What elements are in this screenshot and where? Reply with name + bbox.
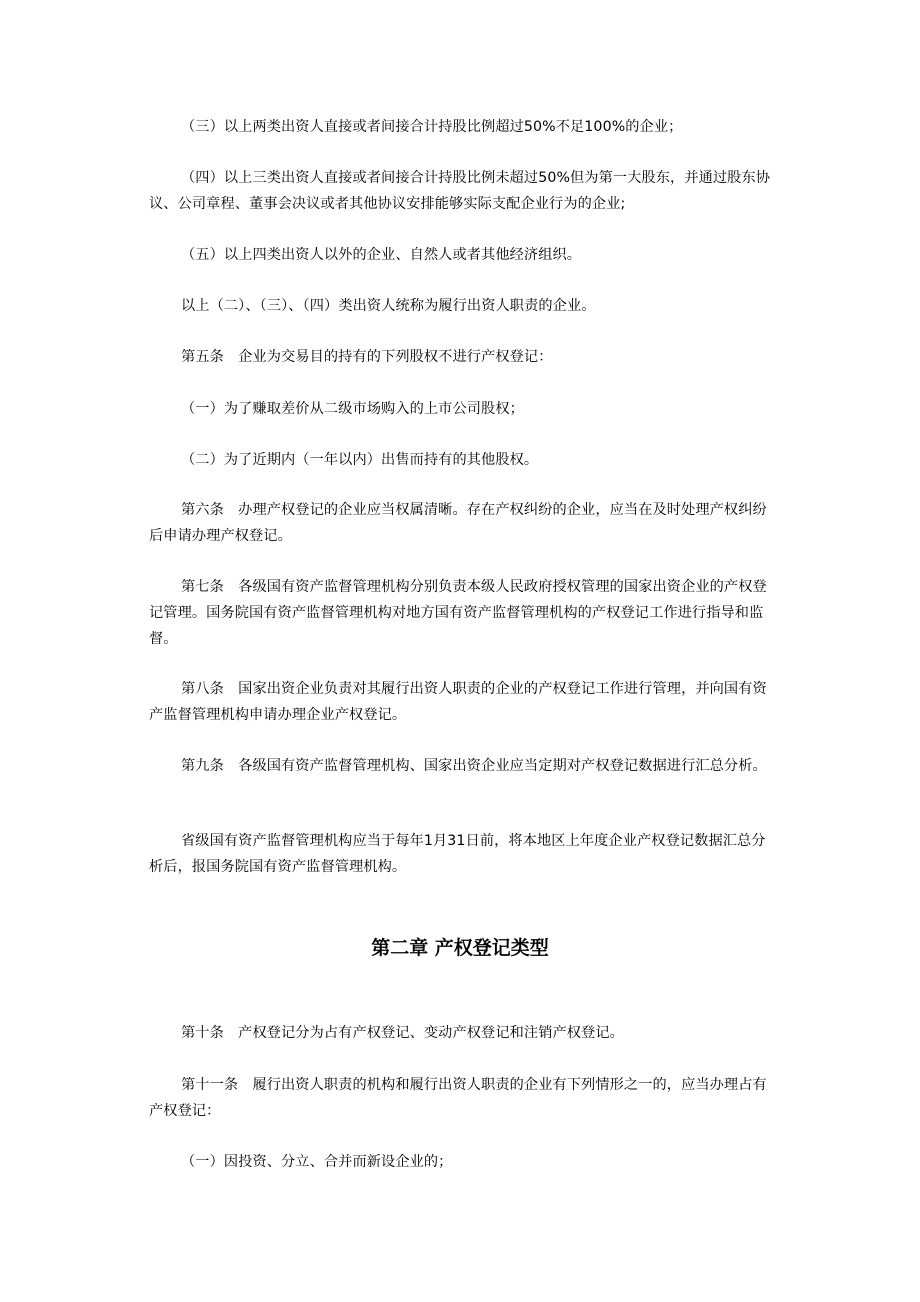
paragraph-article-8: 第八条 国家出资企业负责对其履行出资人职责的企业的产权登记工作进行管理，并向国有资产监督管理机构申请办理企业产权登记。 — [149, 681, 767, 723]
paragraph-article-5-item-2: （二）为了近期内（一年以内）出售而持有的其他股权。 — [181, 452, 539, 468]
paragraph-article-9: 第九条 各级国有资产监督管理机构、国家出资企业应当定期对产权登记数据进行汇总分析。 — [181, 758, 767, 774]
paragraph-item-3-category: （三）以上两类出资人直接或者间接合计持股比例超过50%不足100%的企业； — [181, 119, 683, 135]
paragraph-article-6: 第六条 办理产权登记的企业应当权属清晰。存在产权纠纷的企业，应当在及时处理产权纠纷后申请办理产权登记。 — [149, 502, 767, 544]
paragraph-article-5: 第五条 企业为交易目的持有的下列股权不进行产权登记： — [181, 349, 553, 365]
paragraph-item-4-category: （四）以上三类出资人直接或者间接合计持股比例未超过50%但为第一大股东，并通过股东协议、公司章程、董事会决议或者其他协议安排能够实际支配企业行为的企业; — [149, 170, 771, 212]
paragraph-provincial-deadline: 省级国有资产监督管理机构应当于每年1月31日前，将本地区上年度企业产权登记数据汇总分析后，报国务院国有资产监督管理机构。 — [149, 833, 766, 875]
paragraph-article-10: 第十条 产权登记分为占有产权登记、变动产权登记和注销产权登记。 — [181, 1025, 624, 1041]
paragraph-article-5-item-1: （一）为了赚取差价从二级市场购入的上市公司股权； — [181, 401, 524, 417]
paragraph-summary-categories: 以上（二）、（三）、（四）类出资人统称为履行出资人职责的企业。 — [181, 298, 596, 314]
chapter-heading: 第二章 产权登记类型 — [371, 937, 549, 959]
paragraph-article-11: 第十一条 履行出资人职责的机构和履行出资人职责的企业有下列情形之一的，应当办理占有产权登记： — [149, 1077, 767, 1119]
paragraph-article-7: 第七条 各级国有资产监督管理机构分别负责本级人民政府授权管理的国家出资企业的产权登记管理。国务院国有资产监督管理机构对地方国有资产监督管理机构的产权登记工作进行指导和监督。 — [149, 579, 767, 647]
paragraph-article-11-item-1: （一）因投资、分立、合并而新设企业的； — [181, 1154, 453, 1170]
paragraph-item-5-category: （五）以上四类出资人以外的企业、自然人或者其他经济组织。 — [181, 247, 582, 263]
